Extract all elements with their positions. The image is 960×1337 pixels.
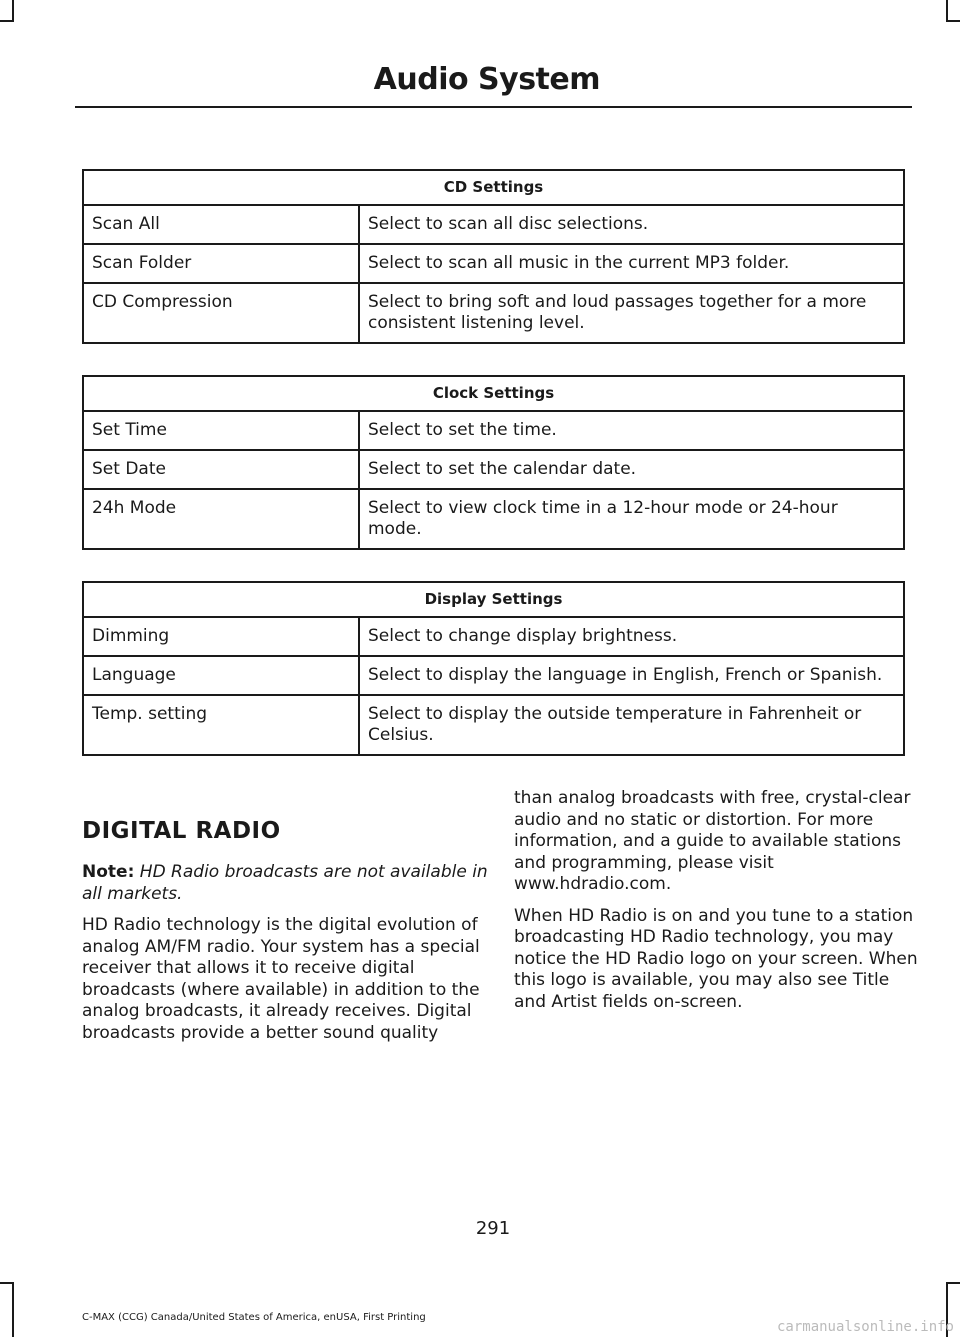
table-row [83, 283, 904, 343]
table-row [83, 450, 904, 489]
setting-description: Select to bring soft and loud passages together for a more consistent listening level. [359, 283, 904, 343]
header-rule [75, 106, 912, 108]
setting-description: Select to scan all music in the current MP3 folder. [359, 244, 904, 283]
setting-description: Select to set the calendar date. [359, 450, 904, 489]
setting-name: Scan All [83, 205, 359, 244]
table-row [83, 656, 904, 695]
body-paragraph: than analog broadcasts with free, crystal-clear audio and no static or distortion. For more information, and a guide to available stations and programming, please visit www.hdradio.com. [514, 788, 911, 894]
setting-name: Set Time [83, 411, 359, 450]
setting-name: Language [83, 656, 359, 695]
setting-description: Select to scan all disc selections. [359, 205, 904, 244]
right-column [514, 788, 924, 1023]
clock-settings-table [82, 375, 905, 550]
setting-description: Select to display the language in English, French or Spanish. [359, 656, 904, 695]
footer-text: C-MAX (CCG) Canada/United States of America, enUSA, First Printing [82, 1312, 426, 1323]
table-row [83, 205, 904, 244]
crop-mark [946, 0, 948, 22]
left-column [82, 790, 492, 1054]
note [82, 862, 492, 905]
table-row [83, 617, 904, 656]
table-row [83, 244, 904, 283]
body-paragraph: HD Radio technology is the digital evolution of analog AM/FM radio. Your system has a special receiver that allows it to receive digital broadcasts (where available) in addition to the analog broadcasts, it already receives. Digital broadcasts provide a better sound quality [82, 915, 480, 1043]
setting-name: Temp. setting [83, 695, 359, 755]
crop-mark [946, 1282, 960, 1284]
table-title: Clock Settings [83, 376, 904, 411]
setting-name: Set Date [83, 450, 359, 489]
setting-name: CD Compression [83, 283, 359, 343]
note-text: HD Radio broadcasts are not available in all markets. [82, 862, 488, 904]
display-settings-table [82, 581, 905, 756]
crop-mark [12, 0, 14, 22]
page-number: 291 [475, 1218, 511, 1239]
table-row [83, 489, 904, 549]
note-label: Note: [82, 862, 135, 882]
crop-mark [0, 1282, 14, 1284]
body-paragraph: When HD Radio is on and you tune to a station broadcasting HD Radio technology, you may notice the HD Radio logo on your screen. When this logo is available, you may also see Title and Artist fields on-screen. [514, 905, 918, 1012]
table-row [83, 411, 904, 450]
watermark: carmanualsonline.info [776, 1319, 954, 1335]
table-row [83, 695, 904, 755]
crop-mark [946, 20, 960, 22]
section-heading: DIGITAL RADIO [82, 818, 281, 844]
setting-name: Scan Folder [83, 244, 359, 283]
setting-name: Dimming [83, 617, 359, 656]
setting-description: Select to display the outside temperature in Fahrenheit or Celsius. [359, 695, 904, 755]
table-title: Display Settings [83, 582, 904, 617]
page-title: Audio System [373, 62, 600, 97]
cd-settings-table [82, 169, 905, 344]
crop-mark [12, 1282, 14, 1337]
setting-description: Select to change display brightness. [359, 617, 904, 656]
crop-mark [0, 20, 14, 22]
setting-name: 24h Mode [83, 489, 359, 549]
setting-description: Select to set the time. [359, 411, 904, 450]
table-title: CD Settings [83, 170, 904, 205]
setting-description: Select to view clock time in a 12-hour mode or 24-hour mode. [359, 489, 904, 549]
